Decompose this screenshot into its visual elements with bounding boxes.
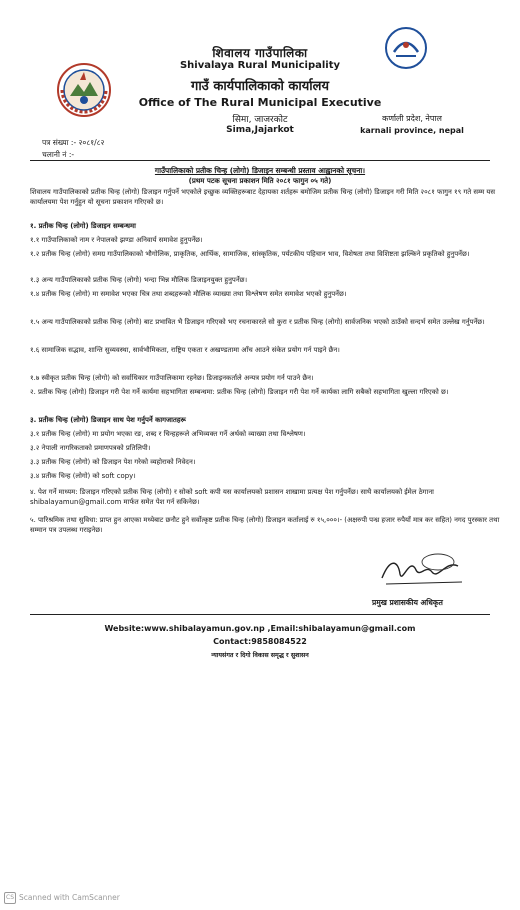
place-np: सिमा, जाजरकोट [232,115,288,125]
executive-office-np: गाउँ कार्यपालिकाको कार्यालय [191,79,329,94]
header-divider [30,160,490,161]
clause-3-4: ३.४ प्रतीक चिन्ह (लोगो) को soft copy। [30,472,136,480]
notice-subtitle: (प्रथम पटक सूचना प्रकाशन मिति २०८१ फागुन ०५ गते) [188,177,332,185]
municipality-seal-logo [56,62,112,118]
clause-3-1: ३.१ प्रतीक चिन्ह (लोगो) मा प्रयोग भएका रङ, शब्द र चिन्हहरूले अभिव्यक्त गर्ने अर्थको व्याख्या तथा विश्लेषण। [30,430,306,438]
clause-3-3: ३.३ प्रतीक चिन्ह (लोगो) को डिजाइन पेश गरेको व्यहोराको निवेदन। [30,458,196,466]
intro-paragraph: शिवालय गाउँपालिकाको प्रतीक चिन्ह (लोगो) डिजाइन गर्नुपर्ने भएकोले इच्छुक व्यक्तिहरूबाट देहायका शर्तहरू बमोजिम प्रतीक चिन्ह (लोगो) डिजाइन गरी मिति २०८१ फागुन १९ गते सम्म यस कार्यालयमा पेश गर्नुहुन यो सूचना प्रकाशन गरिएको छ। [30,188,496,206]
place-en: Sima,Jajarkot [226,125,294,135]
executive-office-en: Office of The Rural Municipal Executive [138,96,382,109]
section-2: २. प्रतीक चिन्ह (लोगो) डिजाइन गरी पेश गर्ने कार्यमा सहभागिता सम्बन्धमा: प्रतीक चिन्ह (लोगो) डिजाइन गरी पेश गर्ने कार्यका लागि सबैको सहभागिता खुल्ला गरिएको छ। [30,388,449,396]
section-4: ४. पेश गर्ने माध्यम: डिजाइन गरिएको प्रतीक चिन्ह (लोगो) र सोको soft कपी यस कार्यालयको प्रशासन शाखामा प्रत्यक्ष पेश गर्नुपर्नेछ। साथै कार्यालयको ईमेल ठेगाना shibalayamun@gmail.com मार्फत समेत पेश गर्न सकिनेछ। [30,488,434,506]
clause-1-7: १.७ स्वीकृत प्रतीक चिन्ह (लोगो) को सर्वाधिकार गाउँपालिकामा रहनेछ। डिजाइनकर्ताले अन्यत्र प्रयोग गर्न पाउने छैन। [30,374,314,382]
office-name-np: शिवालय गाउँपालिका [212,46,308,60]
section-1-heading: १. प्रतीक चिन्ह (लोगो) डिजाइन सम्बन्धमा [30,222,136,230]
dispatch-number: चलानी नं :- [42,150,75,159]
signatory-title: प्रमुख प्रशासकीय अधिकृत [372,598,443,607]
camscanner-icon: CS [4,892,16,904]
notice-title: गाउँपालिकाको प्रतीक चिन्ह (लोगो) डिजाइन सम्बन्धी प्रस्ताव आह्वानको सूचना। [154,166,366,175]
clause-1-6: १.६ सामाजिक सद्भाव, शान्ति सुव्यवस्था, सार्वभौमिकता, राष्ट्रिय एकता र अखण्डतामा आँच आउने संकेत प्रयोग गर्न पाइने छैन। [30,346,340,354]
office-name-en: Shivalaya Rural Municipality [179,60,341,71]
clause-1-2: १.२ प्रतीक चिन्ह (लोगो) समग्र गाउँपालिकाको भौगोलिक, प्राकृतिक, आर्थिक, सामाजिक, सांस्कृतिक, पर्यटकीय पहिचान भाव, विशेषता तथा विशिष्टता झल्किने प्रकृतिको हुनुपर्नेछ। [30,250,470,258]
clause-1-1: १.१ गाउँपालिकाको नाम र नेपालको झण्डा अनिवार्य समावेश हुनुपर्नेछ। [30,236,203,244]
clause-1-5: १.५ अन्य गाउँपालिकाको प्रतीक चिन्ह (लोगो) बाट प्रभावित भै डिजाइन गरिएको भए रचनाकारले सो कुरा र प्रतीक चिन्ह (लोगो) सार्वजनिक भएको ठाउँको सन्दर्भ समेत उल्लेख गर्नुपर्नेछ। [30,318,485,326]
reference-number: पत्र संख्या :- २०८१/८२ [42,138,105,147]
camscanner-watermark [4,892,120,904]
province-np: कर्णाली प्रदेश, नेपाल [382,114,442,123]
clause-3-2: ३.२ नेपाली नागरिकताको प्रमाणपत्रको प्रतिलिपी। [30,444,151,452]
clause-1-3: १.३ अन्य गाउँपालिकाको प्रतीक चिन्ह (लोगो) भन्दा भिन्न मौलिक डिजाइनयुक्त हुनुपर्नेछ। [30,276,248,284]
clause-1-4: १.४ प्रतीक चिन्ह (लोगो) मा समावेश भएका चित्र तथा शब्दहरूको मौलिक व्याख्या तथा विश्लेषण समेत समावेश भएको हुनुपर्नेछ। [30,290,347,298]
province-en: karnali province, nepal [360,126,464,135]
website-email-line: Website:www.shibalayamun.gov.np ,Email:shibalayamun@gmail.com [104,624,416,633]
footer-divider [30,614,490,615]
motto-line: न्यायसंगत र दिगो विकास समृद्ध र सुशासन [211,652,309,659]
contact-line: Contact:9858084522 [213,637,307,646]
section-3-heading: ३. प्रतीक चिन्ह (लोगो) डिजाइन साथ पेश गर्नुपर्ने कागजातहरू [30,416,186,424]
handwritten-signature [376,548,470,592]
section-5: ५. पारिश्रमिक तथा सुविधा: प्राप्त हुन आएका मध्येबाट छनौट हुने सर्वोत्कृष्ट प्रतीक चिन्ह (लोगो) डिजाइन कर्तालाई रु १५,०००।- (अक्षरुपी पन्ध्र हजार रुपैयाँ मात्र कर सहित) नगद पुरस्कार तथा सम्मान पत्र उपलब्ध गराइनेछ। [30,516,500,534]
watermark-text: Scanned with CamScanner [19,893,120,902]
